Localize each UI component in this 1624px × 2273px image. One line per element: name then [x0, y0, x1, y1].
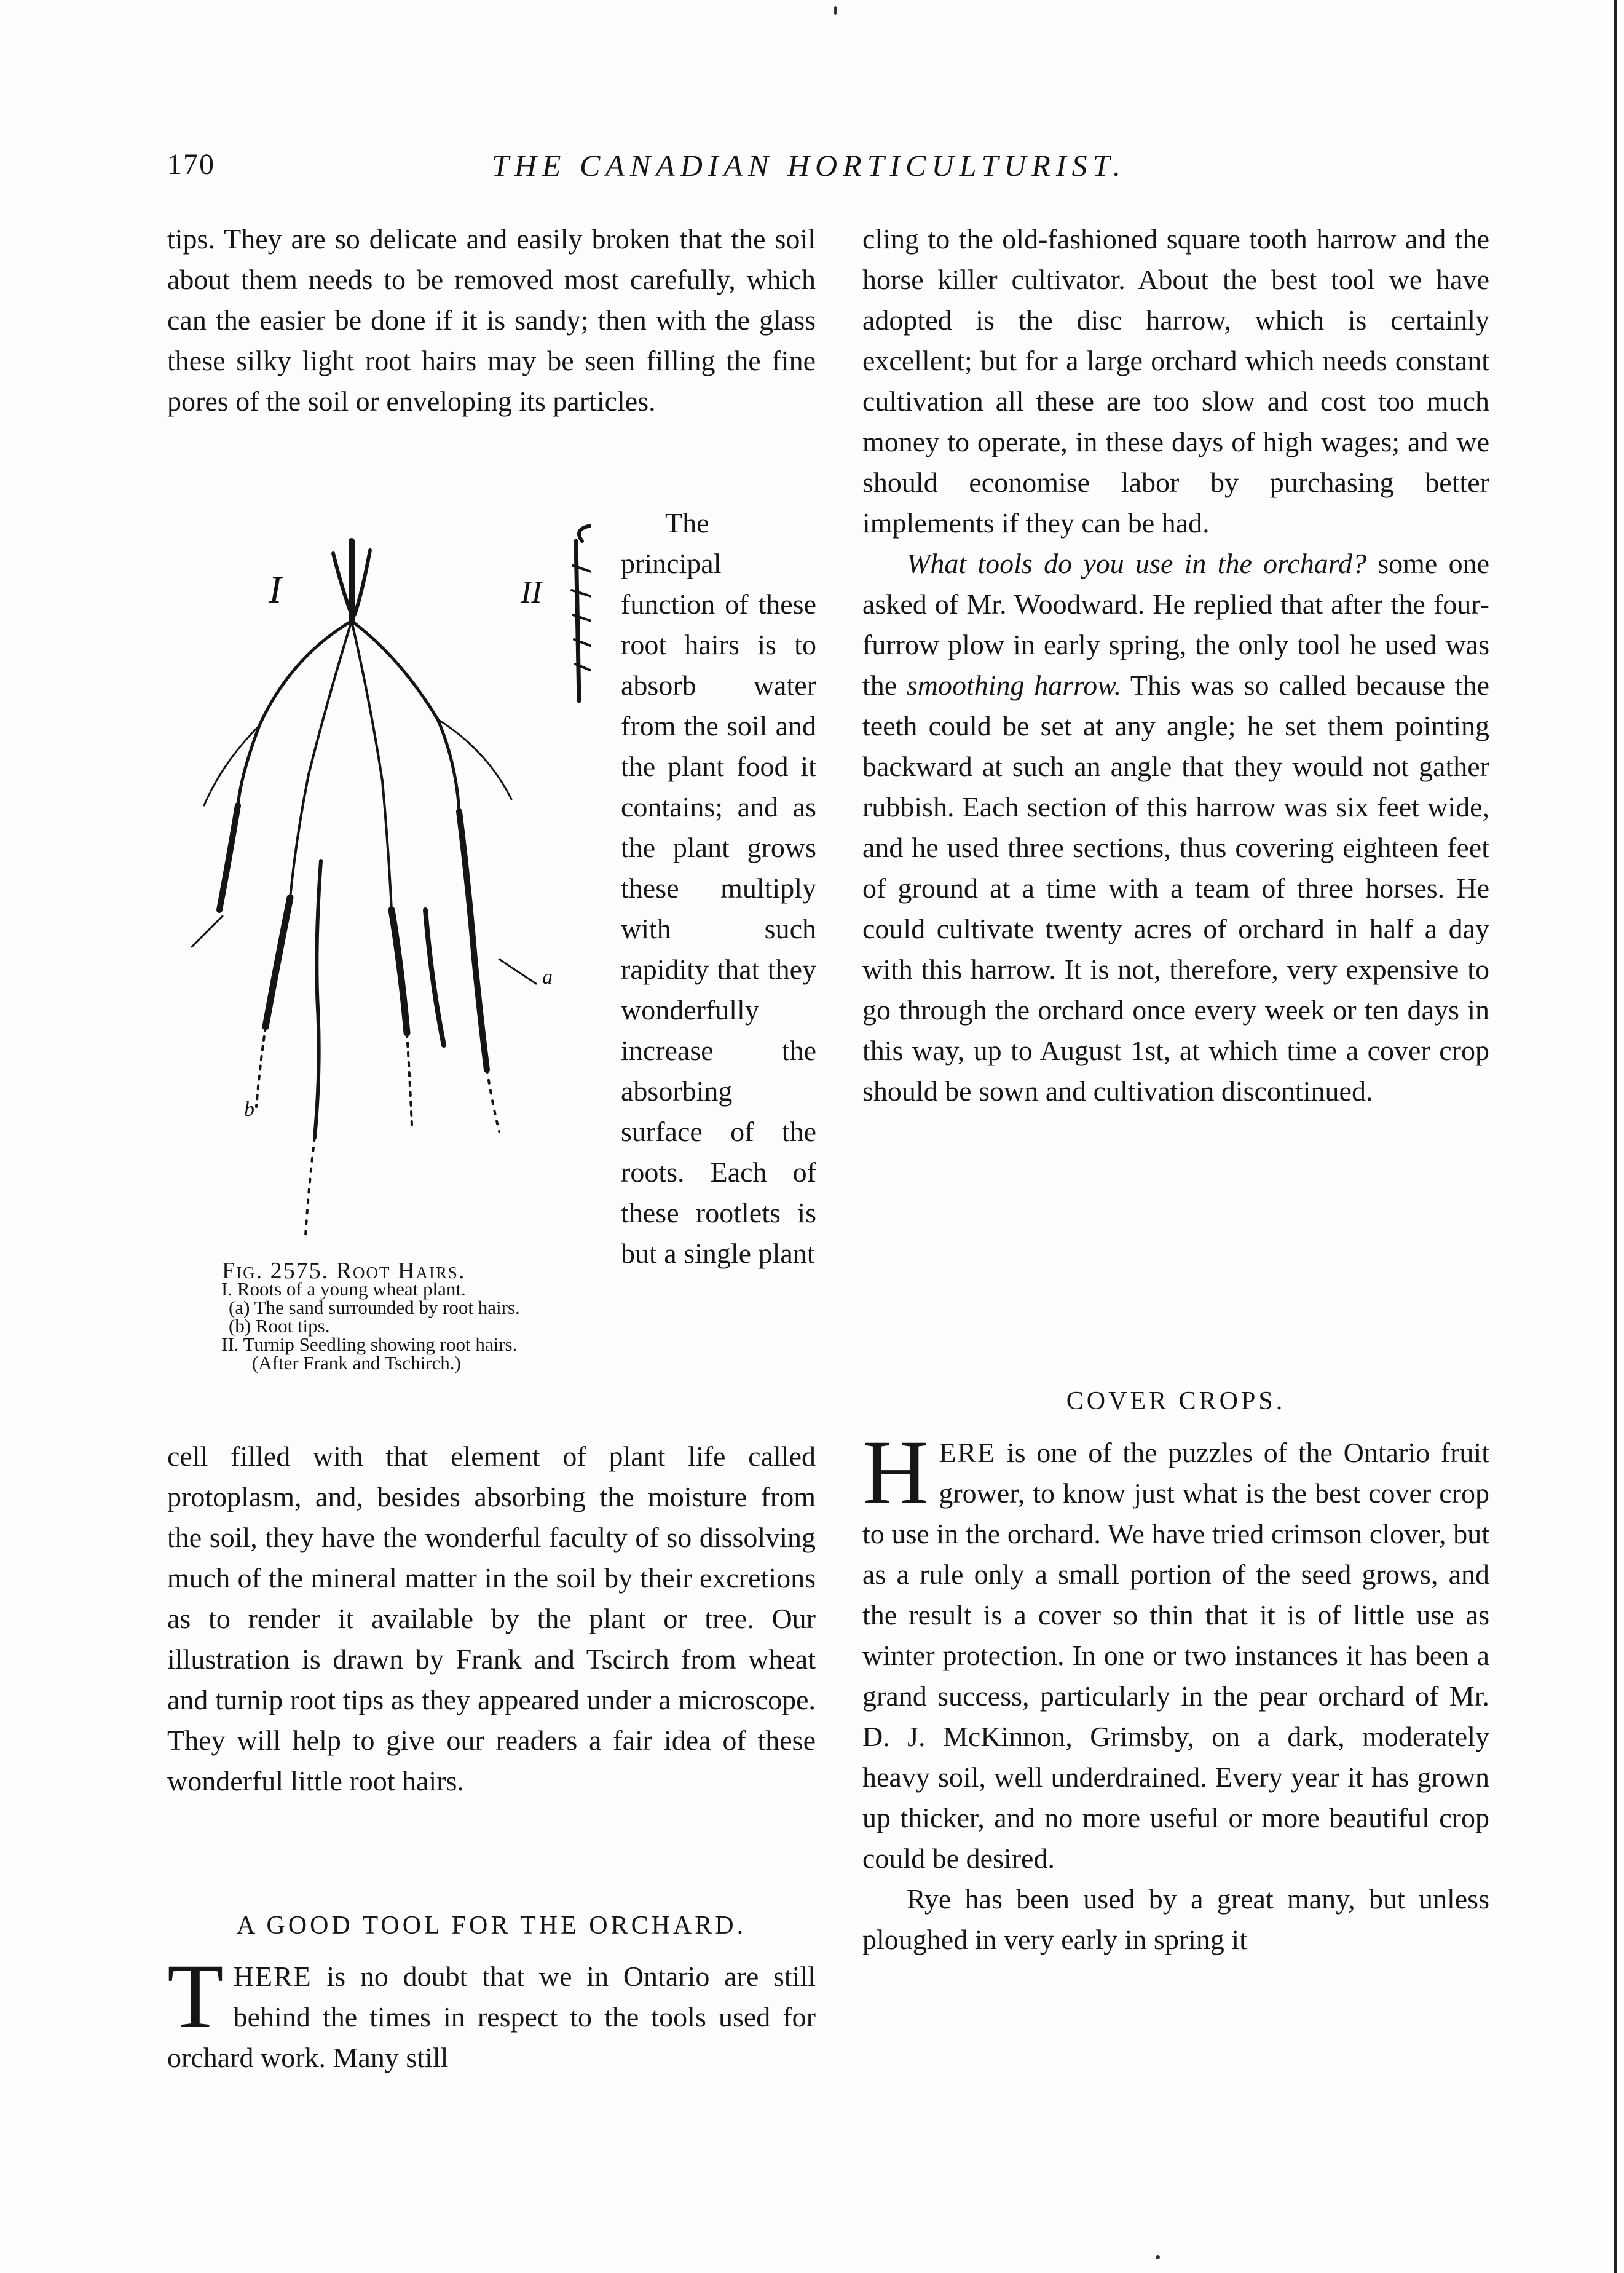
page-number: 170 [167, 148, 215, 181]
scan-speck [1156, 2255, 1160, 2259]
caption-line: (After Frank and Tschirch.) [252, 1352, 461, 1374]
harrow-paragraph: cling to the old-fashioned square tooth harrow and the horse killer cultivator. About the best tool we have adopted is the disc harrow, which is certainly excellent; but for a large orchard which needs constant cultivation all these are too slow and cost too much money to operate, in these days of high wages; and we should economise labor by purchasing better implements if they can be had. [862, 223, 1489, 539]
caption-line: I. Roots of a young wheat plant. [221, 1278, 466, 1300]
lead-word: ERE [939, 1437, 996, 1468]
smoothing-harrow-text: smoothing harrow. [906, 670, 1122, 701]
turnip-seedling-drawing [572, 526, 591, 701]
lead-word: HERE [233, 1961, 312, 1992]
drop-cap: T [167, 1945, 224, 2047]
right-column-top [862, 219, 1489, 1112]
figure-label-i: I [269, 567, 282, 611]
figure-caption [221, 1258, 615, 1374]
running-title: THE CANADIAN HORTICULTURIST. [492, 148, 1127, 183]
paragraph-text: is no doubt that we in Ontario are still behind the times in respect to the tools used for orchard work. Many still [167, 1961, 816, 2073]
figure-caption-title: Fig. 2575. Root Hairs. [222, 1258, 466, 1284]
scan-speck [834, 6, 837, 15]
heading-cover-crops: COVER CROPS. [1066, 1387, 1286, 1415]
beside-figure-column [621, 503, 816, 1274]
good-tool-paragraph [167, 1945, 816, 2078]
wheat-roots-drawing [192, 541, 536, 1236]
caption-line: (b) Root tips. [229, 1315, 330, 1337]
paragraph-text: is one of the puzzles of the Ontario fruit grower, to know just what is the best cover crop to use in the orchard. We have tried crimson clover, but as a rule only a small portion of the seed grows, and the result is a cover so thin that it is of little use as winter protection. In one or two instances it has been a grand success, particularly in the pear orchard of Mr. D. J. McKinnon, Grimsby, on a dark, moderately heavy soil, well underdrained. Every year it has grown up thicker, and no more useful or more beautiful crop could be desired. [862, 1437, 1489, 1874]
figure-label-a: a [542, 966, 553, 989]
caption-line: (a) The sand surrounded by root hairs. [229, 1297, 520, 1318]
caption-line: II. Turnip Seedling showing root hairs. [221, 1334, 518, 1355]
scan-edge-line [1614, 0, 1617, 2273]
woodward-paragraph [862, 544, 1489, 1112]
root-hairs-paragraph: tips. They are so delicate and easily broken that the soil about them needs to be removed most carefully, which can the easier be done if it is sandy; then with the glass these silky light root hairs may be seen filling the fine pores of the soil or enveloping its particles. [167, 223, 816, 417]
drop-cap: H [862, 1421, 929, 1524]
cover-crops-paragraph [862, 1421, 1489, 1960]
left-column-top [167, 219, 816, 422]
root-hairs-function-paragraph: The principal function of these root hairs is to absorb water from the soil and the plant food it contains; and as the plant grows these multiply with such rapidity that they wonderfully increase the absorbing surface of the roots. Each of these rootlets is but a single plant [621, 507, 816, 1269]
heading-good-tool: A GOOD TOOL FOR THE ORCHARD. [236, 1911, 747, 1940]
root-hairs-illustration [167, 516, 591, 1267]
protoplasm-paragraph: cell filled with that element of plant life called protoplasm, and, besides absorbing the moisture from the soil, they have the wonderful faculty of so dissolving much of the mineral matter in the soil by their excretions as to render it available by the plant or tree. Our illustration is drawn by Frank and Tscirch from wheat and turnip root tips as they appeared under a microscope. They will help to give our readers a fair idea of these wonderful little root hairs. [167, 1441, 816, 1797]
figure-label-b: b [244, 1098, 254, 1121]
paragraph-text: This was so called because the teeth could be set at any angle; he set them pointing backward at such an angle that they would not gather rubbish. Each section of this harrow was six feet wide, and he used three sections, thus covering eighteen feet of ground at a time with a team of three horses. He could cultivate twenty acres of orchard in half a day with this harrow. It is not, therefore, very expensive to go through the orchard once every week or ten days in this way, up to August 1st, at which time a cover crop should be sown and cultivation discontinued. [862, 670, 1490, 1107]
left-column-bottom [167, 1436, 816, 1801]
figure-label-ii: II [521, 575, 542, 610]
paragraph-text: some one asked of Mr. Woodward. He replied that after the four-furrow plow in early spring, the only tool he used was the [862, 548, 1489, 701]
question-text: What tools do you use in the orchard? [907, 548, 1366, 579]
rye-paragraph: Rye has been used by a great many, but unless ploughed in very early in spring it [862, 1883, 1489, 1955]
